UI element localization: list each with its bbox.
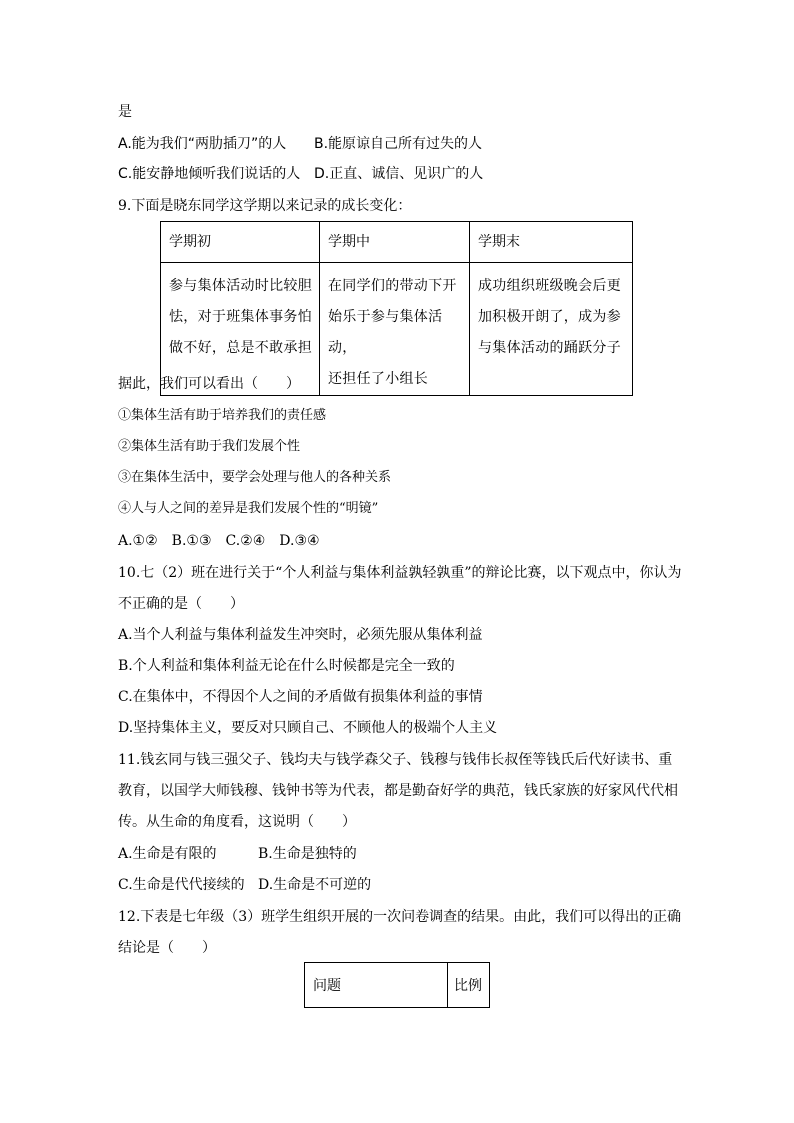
q10-option-a: A.当个人利益与集体利益发生冲突时，必须先服从集体利益 bbox=[118, 627, 483, 643]
q8-options-row2 bbox=[118, 165, 483, 183]
q11-option-c: C.生命是代代接续的 bbox=[118, 877, 245, 893]
q11-option-a: A.生命是有限的 bbox=[118, 846, 217, 862]
q11-stem-line1: 11.钱玄同与钱三强父子、钱均夫与钱学森父子、钱穆与钱伟长叔侄等钱氏后代好读书、重 bbox=[118, 752, 673, 768]
q8-option-c: C.能安静地倾听我们说话的人 bbox=[118, 166, 301, 182]
q9-options: A.①② B.①③ C.②④ D.③④ bbox=[118, 533, 320, 549]
q11-option-d: D.生命是不可逆的 bbox=[258, 877, 372, 893]
q9-cell-line: 参与集体活动时比较胆 bbox=[169, 278, 312, 294]
q10-stem-line1: 10.七（2）班在进行关于“个人利益与集体利益孰轻孰重”的辩论比赛，以下观点中，你认为 bbox=[118, 565, 682, 581]
q8-stem-tail: 是 bbox=[118, 104, 132, 120]
q10-option-c: C.在集体中，不得因个人之间的矛盾做有损集体利益的事情 bbox=[118, 689, 483, 705]
q8-option-a: A.能为我们“两肋插刀”的人 bbox=[118, 136, 287, 152]
q11-options-row2 bbox=[118, 876, 371, 894]
q10-stem-line2: 不正确的是（ ） bbox=[118, 596, 244, 612]
q11-options-row1 bbox=[118, 845, 357, 863]
q9-body-cell bbox=[470, 263, 633, 396]
q9-cell-line: 与集体活动的踊跃分子 bbox=[478, 340, 621, 356]
q9-header-cell: 学期末 bbox=[470, 222, 633, 263]
q12-stem-line2: 结论是（ ） bbox=[118, 940, 216, 956]
q11-stem-line2: 教育，以国学大师钱穆、钱钟书等为代表，都是勤奋好学的典范，钱氏家族的好家风代代相 bbox=[118, 783, 678, 799]
q9-header-cell: 学期初 bbox=[161, 222, 320, 263]
q9-cell-line: 始乐于参与集体活动， bbox=[328, 309, 443, 356]
q12-table bbox=[304, 962, 490, 1008]
q8-option-d: D.正直、诚信、见识广的人 bbox=[314, 166, 484, 182]
q9-cell-line: 加积极开朗了，成为参 bbox=[478, 309, 621, 325]
q10-option-d: D.坚持集体主义，要反对只顾自己、不顾他人的极端个人主义 bbox=[118, 720, 498, 736]
q12-stem-line1: 12.下表是七年级（3）班学生组织开展的一次问卷调查的结果。由此，我们可以得出的正确 bbox=[118, 909, 682, 925]
q12-header-cell: 比例 bbox=[448, 963, 490, 1008]
q9-cell-line: 做不好，总是不敢承担 bbox=[169, 340, 312, 356]
q12-table-header-row bbox=[305, 963, 490, 1008]
q10-option-b: B.个人利益和集体利益无论在什么时候都是完全一致的 bbox=[118, 658, 455, 674]
q9-statement: ①集体生活有助于培养我们的责任感 bbox=[118, 408, 327, 423]
q9-cell-line: 怯，对于班集体事务怕 bbox=[169, 309, 312, 325]
q11-option-b: B.生命是独特的 bbox=[258, 846, 357, 862]
q9-cell-line: 成功组织班级晚会后更 bbox=[478, 278, 621, 294]
q9-cell-line: 还担任了小组长 bbox=[328, 371, 429, 387]
q9-stem: 9.下面是晓东同学这学期以来记录的成长变化： bbox=[118, 198, 412, 214]
q9-table bbox=[160, 221, 633, 396]
q9-prompt: 据此，我们可以看出（ ） bbox=[118, 376, 300, 392]
q9-body-cell bbox=[320, 263, 470, 396]
q9-header-cell: 学期中 bbox=[320, 222, 470, 263]
q9-statement: ③在集体生活中，要学会处理与他人的各种关系 bbox=[118, 470, 392, 485]
q9-table-header-row bbox=[161, 222, 633, 263]
q9-statement: ④人与人之间的差异是我们发展个性的“明镜” bbox=[118, 501, 379, 516]
q8-option-b: B.能原谅自己所有过失的人 bbox=[314, 136, 483, 152]
q12-header-cell: 问题 bbox=[305, 963, 448, 1008]
q9-cell-line: 在同学们的带动下开 bbox=[328, 278, 457, 294]
q8-options-row1 bbox=[118, 135, 482, 153]
q9-statement: ②集体生活有助于我们发展个性 bbox=[118, 439, 301, 454]
q11-stem-line3: 传。从生命的角度看，这说明（ ） bbox=[118, 814, 356, 830]
